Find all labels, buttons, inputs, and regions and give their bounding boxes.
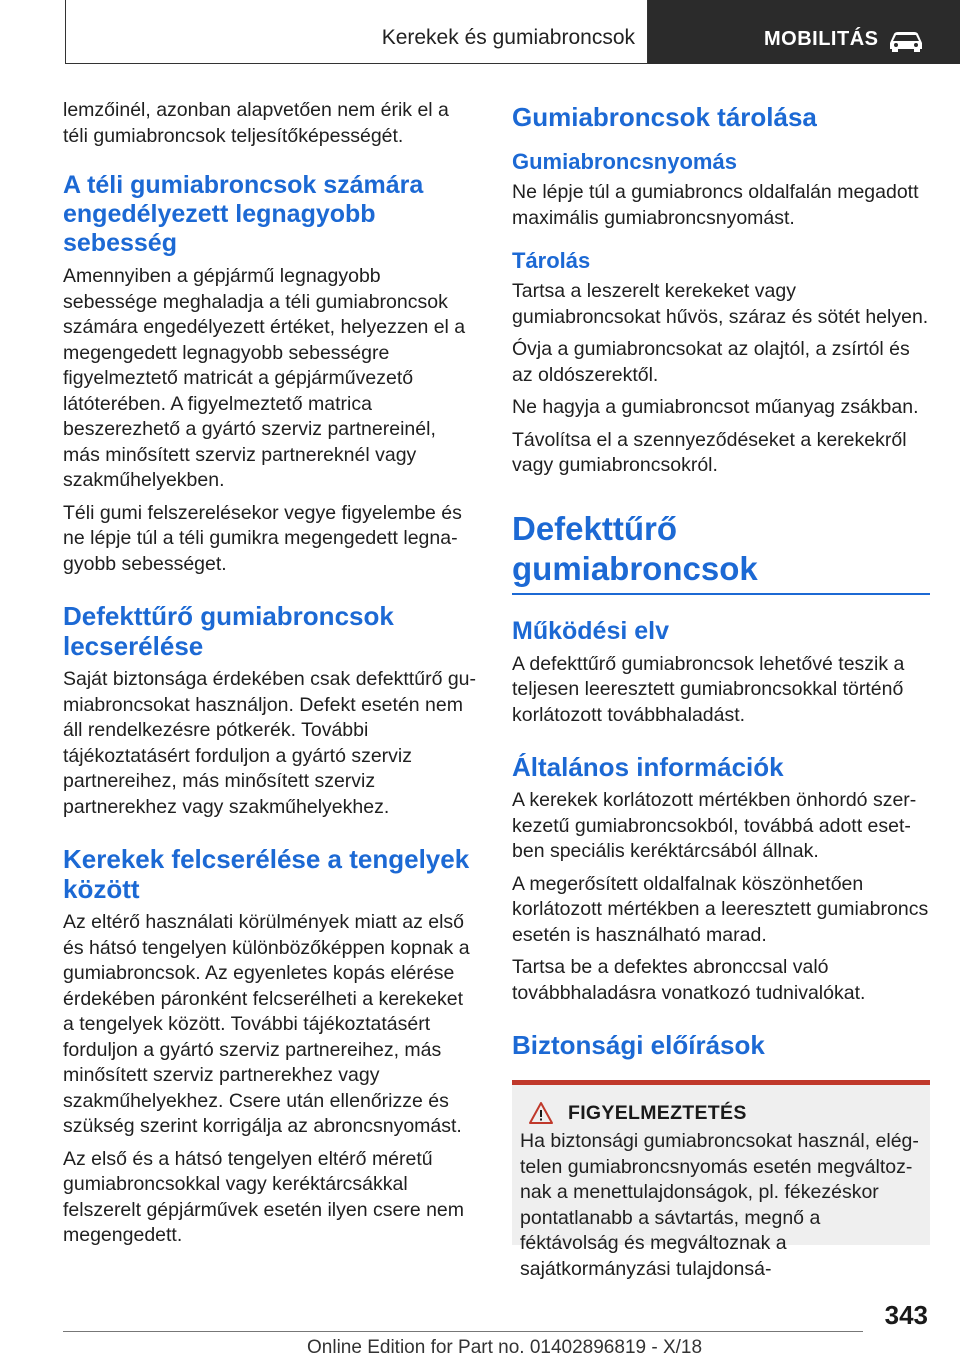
heading-runflat-replace: Defekttűrő gumiabroncsok lecserélése <box>63 601 394 661</box>
paragraph: Amennyiben a gépjármű legnagyobb sebessége meghaladja a téli gumiabroncsok számára engedélyezett értéket, helyezzen el a megengedett legnagyobb sebességre figyelmeztető matricát a gépjárművezető látóterében. A figyelmeztető matrica beszerezhető a gyártó szerviz partnereinél, más minősített szerviz partnereknél vagy szakműhelyekben. <box>63 265 466 491</box>
paragraph: Az első és a hátsó tengelyen eltérő méretű gumiabroncsokkal vagy keréktárcsákkal felszerelt gépjárművek esetén ilyen csere nem megengedett. <box>63 1147 465 1246</box>
paragraph: Tartsa a leszerelt kerekeket vagy gumiabroncsokat hűvös, száraz és sötét helyen. <box>512 280 929 328</box>
paragraph: A megerősített oldalfalnak köszönhetően korlátozott mértékben a leeresztett gumiabroncs esetén is használható marad. <box>512 872 929 946</box>
paragraph: Az eltérő használati körülmények miatt az első és hátsó tengelyen különbözőképpen kopnak a gumiabroncsok. Az egyenletes kopás elérése érdekében páronként felcserélheti a kerekeket a tengelyek között. További tájékoztatásért forduljon a gyártó szerviz partnereihez, más minősített szerviz partnerekhez vagy szakműhelyekhez. Csere után ellenőrizze és szükség szerint korrigálja az abroncsnyomást. <box>63 911 470 1137</box>
left-column <box>63 98 478 1256</box>
right-column <box>512 98 930 1280</box>
heading-wheel-swap: Kerekek felcserélése a tengelyek között <box>63 844 470 904</box>
heading-storage: Tárolás <box>512 248 591 273</box>
warning-header <box>520 1101 922 1125</box>
paragraph: A kerekek korlátozott mértékben önhordó szerkezetű gumiabroncsokból, továbbá adott esetben speciális keréktárcsából állnak. <box>512 789 917 862</box>
heading-general-info: Általános információk <box>512 752 784 782</box>
footer-edition: Online Edition for Part no. 01402896819 - X/18 <box>307 1337 703 1358</box>
header-chapter-box <box>65 0 648 64</box>
warning-text: Ha biztonsági gumiabroncsokat használ, elégtelen gumiabroncsnyomás esetén megváltoznak a menettulajdonságok, pl. fékezéskor pontatlanabb a sávtartás, megnő a féktávolság és megváltoznak a sajátkormányzási tulajdonsá- <box>520 1130 919 1280</box>
paragraph: Óvja a gumiabroncsokat az olajtól, a zsírtól és az oldószerektől. <box>512 338 910 386</box>
warning-box <box>512 1080 930 1280</box>
heading-tire-storage: Gumiabroncsok tárolása <box>512 102 817 132</box>
paragraph: Tartsa be a defektes abronccsal való továbbhaladásra vonatkozó tudnivalókat. <box>512 956 866 1004</box>
paragraph: Téli gumi felszerelésekor vegye figyelembe és ne lépje túl a téli gumikra megengedett legnagyobb sebességet. <box>63 501 462 575</box>
paragraph: Ne lépje túl a gumiabroncs oldalfalán megadott maximális gumiabroncsnyomást. <box>512 181 919 229</box>
warning-triangle-icon <box>528 1101 554 1125</box>
paragraph: Ne hagyja a gumiabroncsot műanyag zsákban. <box>512 396 919 418</box>
header-section-box <box>648 0 960 64</box>
warning-title: FIGYELMEZTETÉS <box>568 1101 747 1124</box>
header-chapter-title: Kerekek és gumiabroncsok <box>381 26 635 49</box>
footer-divider <box>63 1331 863 1332</box>
page-number: 343 <box>884 1300 928 1330</box>
paragraph: Távolítsa el a szennyeződéseket a kerekekről vagy gumiabroncsokról. <box>512 428 907 476</box>
heading-tire-pressure: Gumiabroncsnyomás <box>512 149 737 174</box>
heading-safety-rules: Biztonsági előírások <box>512 1030 765 1060</box>
heading-runflat-tires: Defekttűrő gumiabroncsok <box>512 509 930 595</box>
paragraph: Saját biztonsága érdekében csak defekttűrő gumiabroncsokat használjon. Defekt esetén nem áll rendelkezésre pótkerék. További tájékoztatásért forduljon a gyártó szerviz partnereihez, más minősített szerviz partnerekhez vagy szakműhelyekhez. <box>63 668 477 818</box>
header-section-title: MOBILITÁS <box>764 28 879 50</box>
paragraph: A defekttűrő gumiabroncsok lehetővé teszik a teljesen leeresztett gumiabroncsokkal történő korlátozott továbbhaladást. <box>512 652 905 726</box>
heading-operating-principle: Működési elv <box>512 616 669 645</box>
car-icon <box>886 27 926 53</box>
heading-winter-speed: A téli gumiabroncsok számára engedélyezett legnagyobb sebesség <box>63 171 424 257</box>
paragraph: lemzőinél, azonban alapvetően nem érik el a téli gumiabroncsok teljesítőképességét. <box>63 99 449 147</box>
